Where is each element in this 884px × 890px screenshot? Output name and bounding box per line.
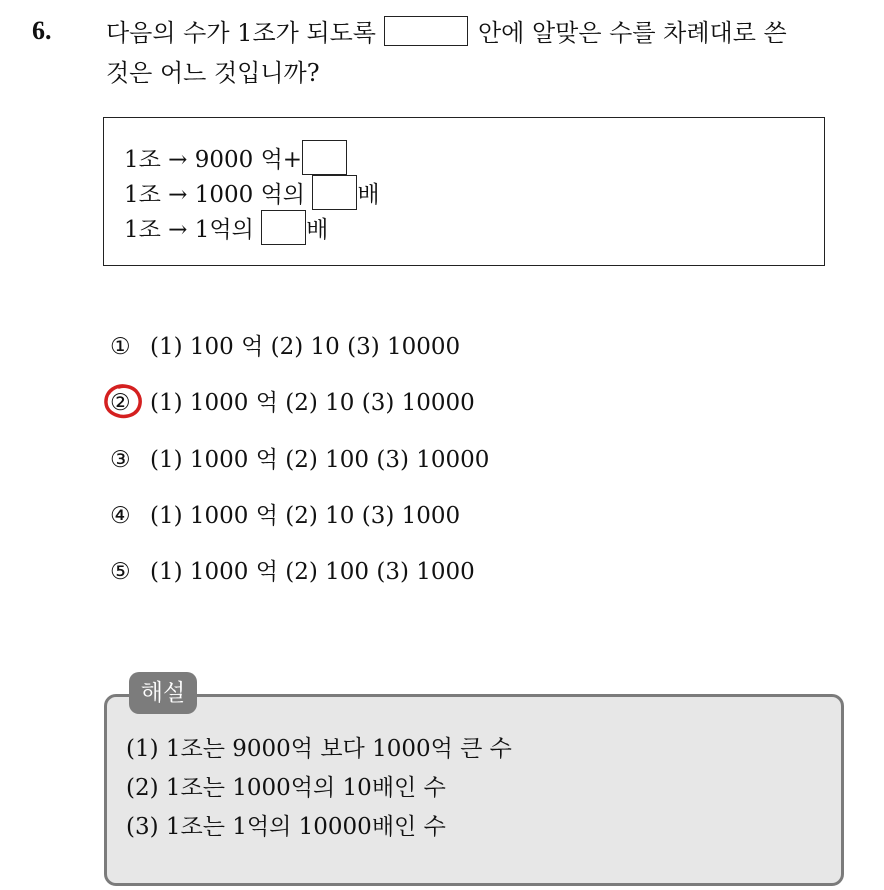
choice-3[interactable]: [110, 444, 489, 476]
explanation-line-3: (3) 1조는 1억의 10000배인 수: [126, 814, 446, 840]
condition-suffix: 배: [357, 182, 380, 208]
choice-2[interactable]: [110, 387, 475, 419]
explanation-tab: 해설: [129, 672, 197, 714]
choice-text: (1) 1000 억 (2) 10 (3) 10000: [150, 390, 475, 416]
choice-text: (1) 1000 억 (2) 100 (3) 10000: [150, 447, 490, 473]
blank-box: [302, 140, 347, 175]
condition-line-3: [124, 210, 328, 246]
condition-suffix: 배: [306, 217, 329, 243]
question-text-part-2: 안에 알맞은 수를 차례대로 쓴: [478, 19, 787, 47]
choice-text: (1) 1000 억 (2) 100 (3) 1000: [150, 559, 475, 585]
condition-line-2: [124, 175, 380, 211]
blank-box: [261, 210, 306, 245]
answer-mark-circle: [101, 381, 145, 421]
choice-4[interactable]: [110, 500, 460, 532]
question-text-line-2: 것은 어느 것입니까?: [106, 59, 320, 87]
explanation-line-1: (1) 1조는 9000억 보다 1000억 큰 수: [126, 736, 512, 762]
choice-number: ⑤: [110, 559, 131, 585]
choice-1[interactable]: [110, 331, 460, 363]
explanation-line-2: (2) 1조는 1000억의 10배인 수: [126, 775, 446, 801]
choice-5[interactable]: [110, 556, 475, 588]
question-text-part-1: 다음의 수가 1조가 되도록: [106, 19, 376, 47]
condition-text: 1조 → 9000 억+: [124, 147, 303, 173]
choice-number: ①: [110, 334, 131, 360]
choice-number: ④: [110, 503, 131, 529]
choice-text: (1) 100 억 (2) 10 (3) 10000: [150, 334, 461, 360]
choice-number: ③: [110, 447, 131, 473]
condition-line-1: [124, 140, 347, 176]
question-number: 6.: [32, 16, 52, 45]
answer-blank-box: [384, 16, 468, 46]
question-text-line-1: [106, 16, 787, 50]
choice-text: (1) 1000 억 (2) 10 (3) 1000: [150, 503, 461, 529]
condition-box: [103, 117, 825, 266]
choice-number: ②: [110, 390, 131, 416]
condition-text: 1조 → 1000 억의: [124, 182, 306, 208]
condition-text: 1조 → 1억의: [124, 217, 254, 243]
blank-box: [312, 175, 357, 210]
